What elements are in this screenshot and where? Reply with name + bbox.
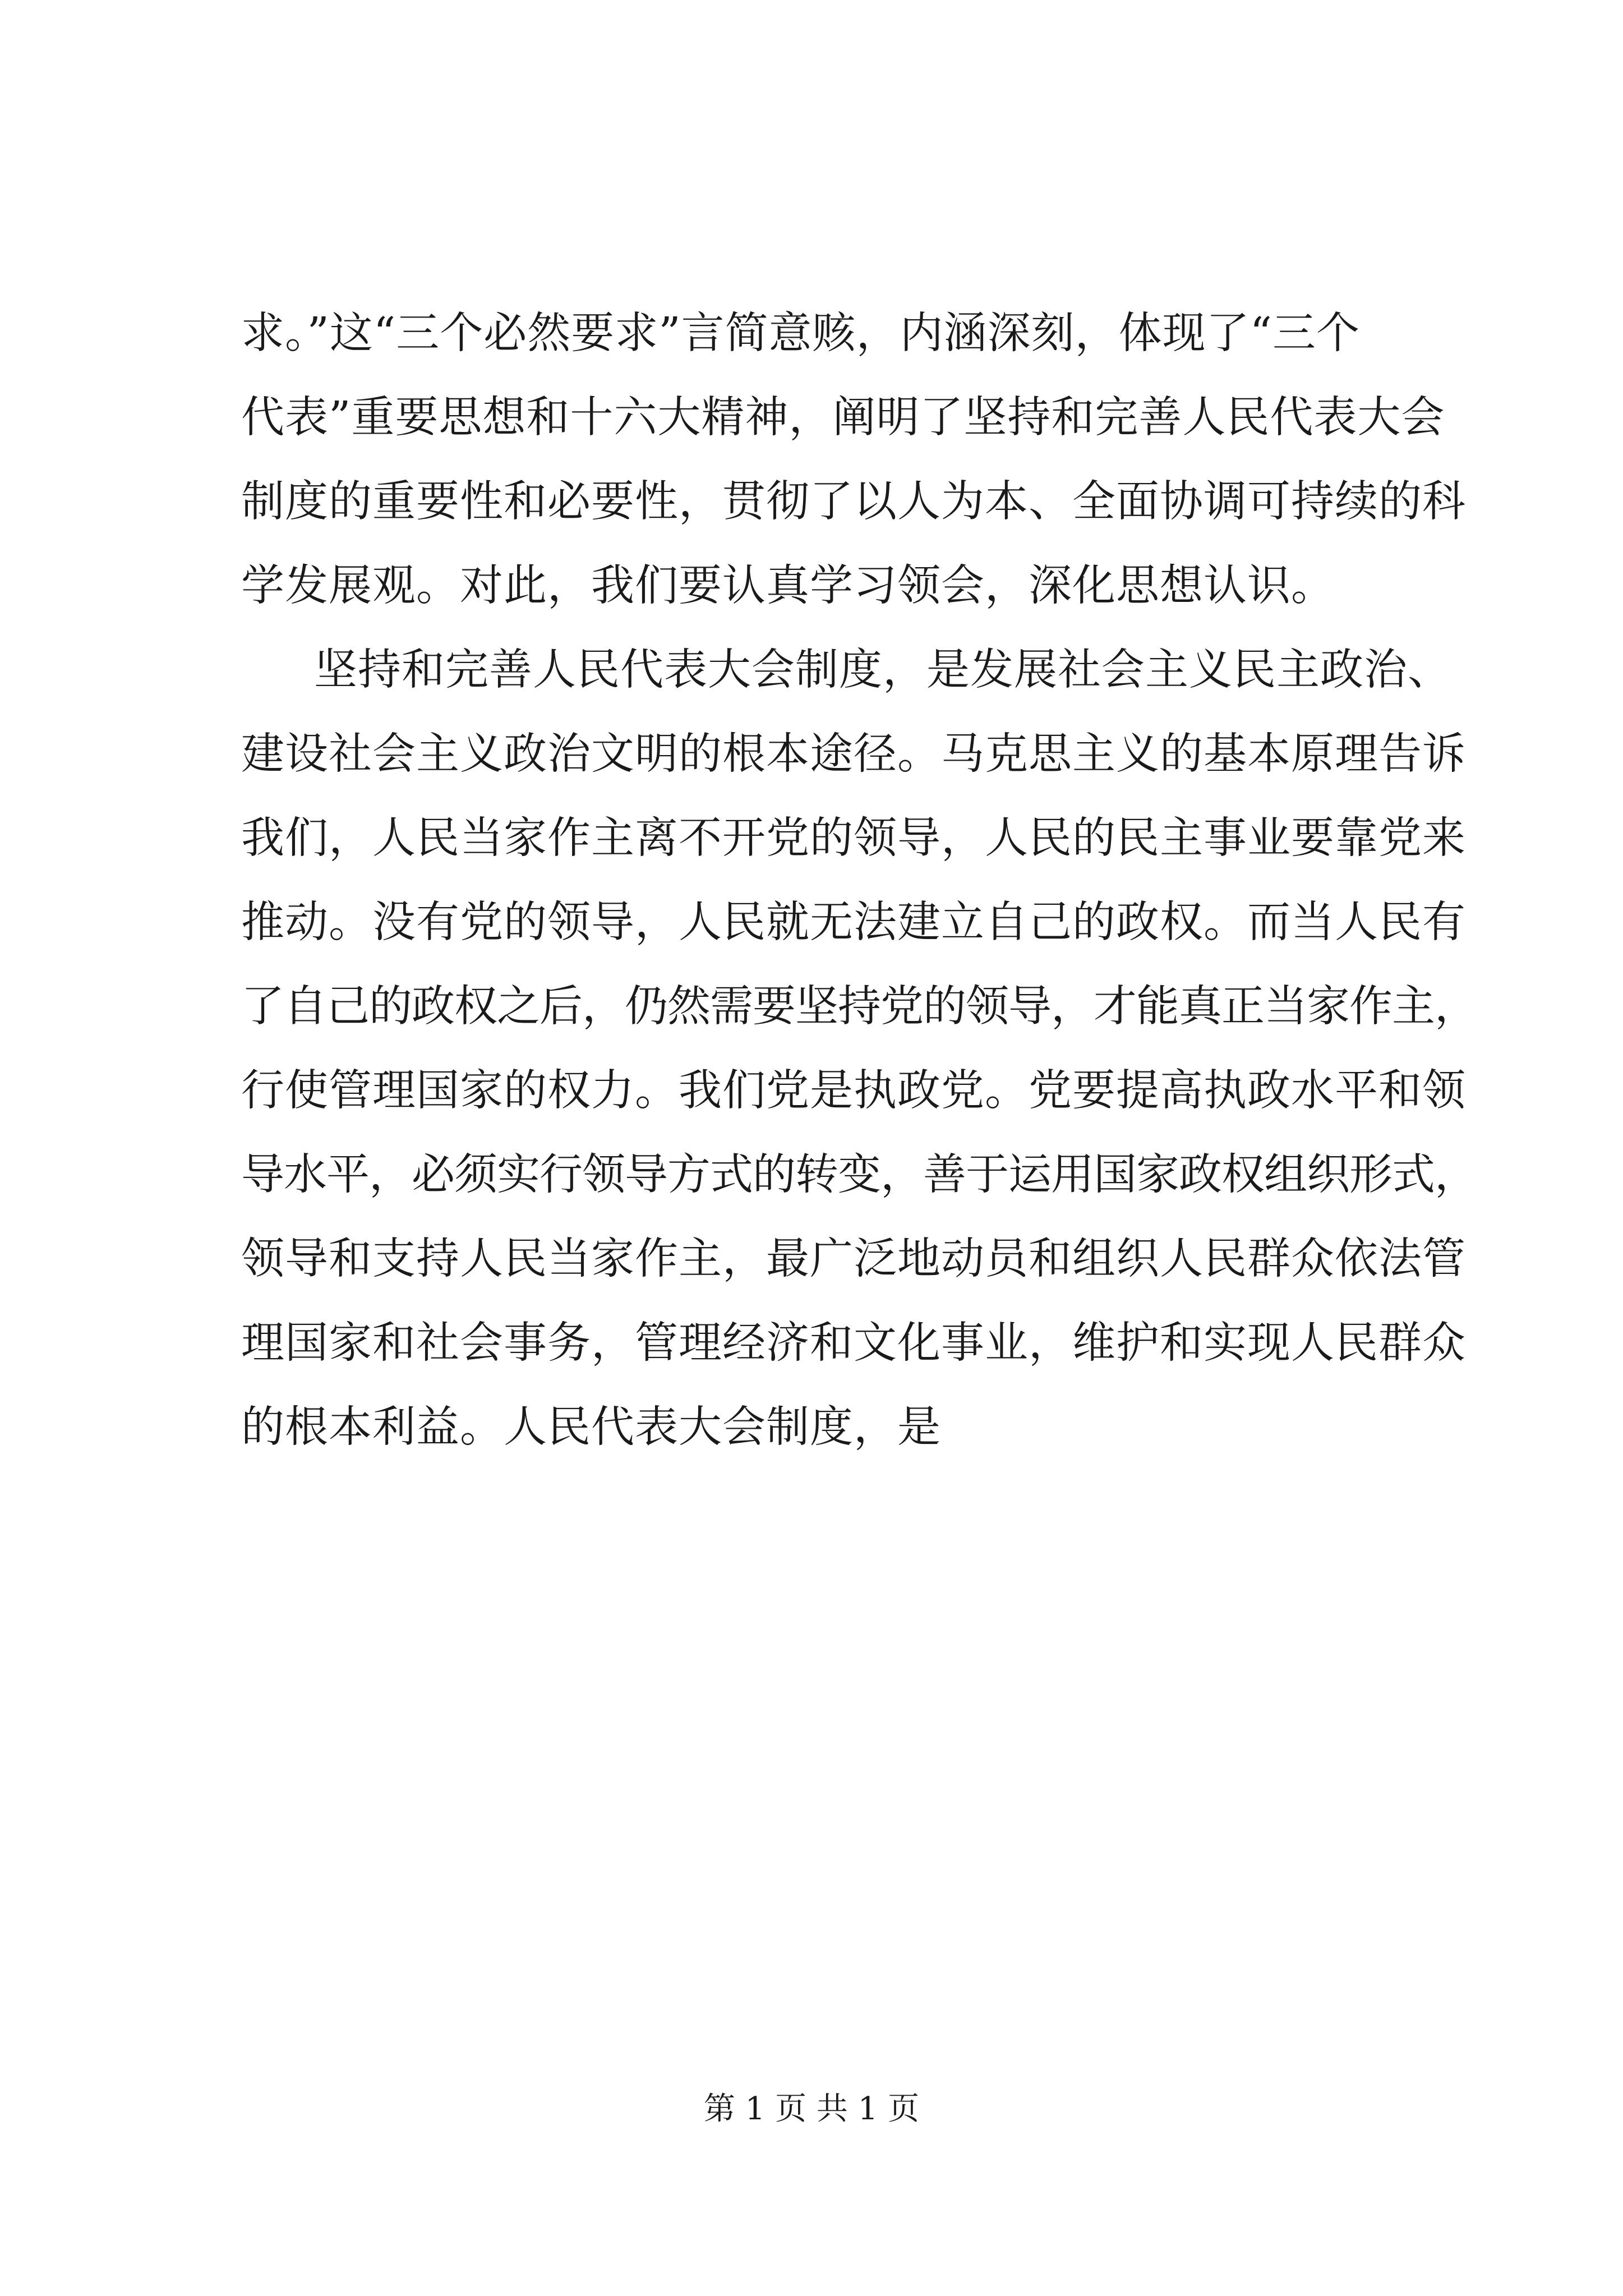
paragraph-2-line-2: 建设社会主义政治文明的根本途径。马克思主义的基本原理告诉 [241,729,1466,779]
paragraph-2-line-5: 了自己的政权之后，仍然需要坚持党的领导，才能真正当家作主， [241,982,1477,1032]
paragraph-1-line-2: 代表”重要思想和十六大精神，阐明了坚持和完善人民代表大会 [241,393,1445,443]
paragraph-2-line-3: 我们，人民当家作主离不开党的领导，人民的民主事业要靠党来 [241,813,1466,863]
paragraph-2-line-8: 领导和支持人民当家作主，最广泛地动员和组织人民群众依法管 [241,1234,1466,1284]
paragraph-2-line-10: 的根本利益。人民代表大会制度，是 [241,1402,941,1452]
paragraph-2-line-1: 坚持和完善人民代表大会制度，是发展社会主义民主政治、 [314,645,1451,695]
paragraph-1-line-4: 学发展观。对此，我们要认真学习领会，深化思想认识。 [241,561,1335,611]
paragraph-1-line-1: 求。”这“三个必然要求”言简意赅，内涵深刻，体现了“三个 [241,309,1360,358]
paragraph-2-line-4: 推动。没有党的领导，人民就无法建立自己的政权。而当人民有 [241,898,1466,947]
paragraph-2-line-7: 导水平，必须实行领导方式的转变，善于运用国家政权组织形式， [241,1150,1477,1200]
paragraph-2-line-9: 理国家和社会事务，管理经济和文化事业，维护和实现人民群众 [241,1318,1466,1368]
page-number-footer: 第 1 页 共 1 页 [703,2091,920,2127]
paragraph-2-line-6: 行使管理国家的权力。我们党是执政党。党要提高执政水平和领 [241,1066,1466,1116]
paragraph-1-line-3: 制度的重要性和必要性，贯彻了以人为本、全面协调可持续的科 [241,477,1466,527]
